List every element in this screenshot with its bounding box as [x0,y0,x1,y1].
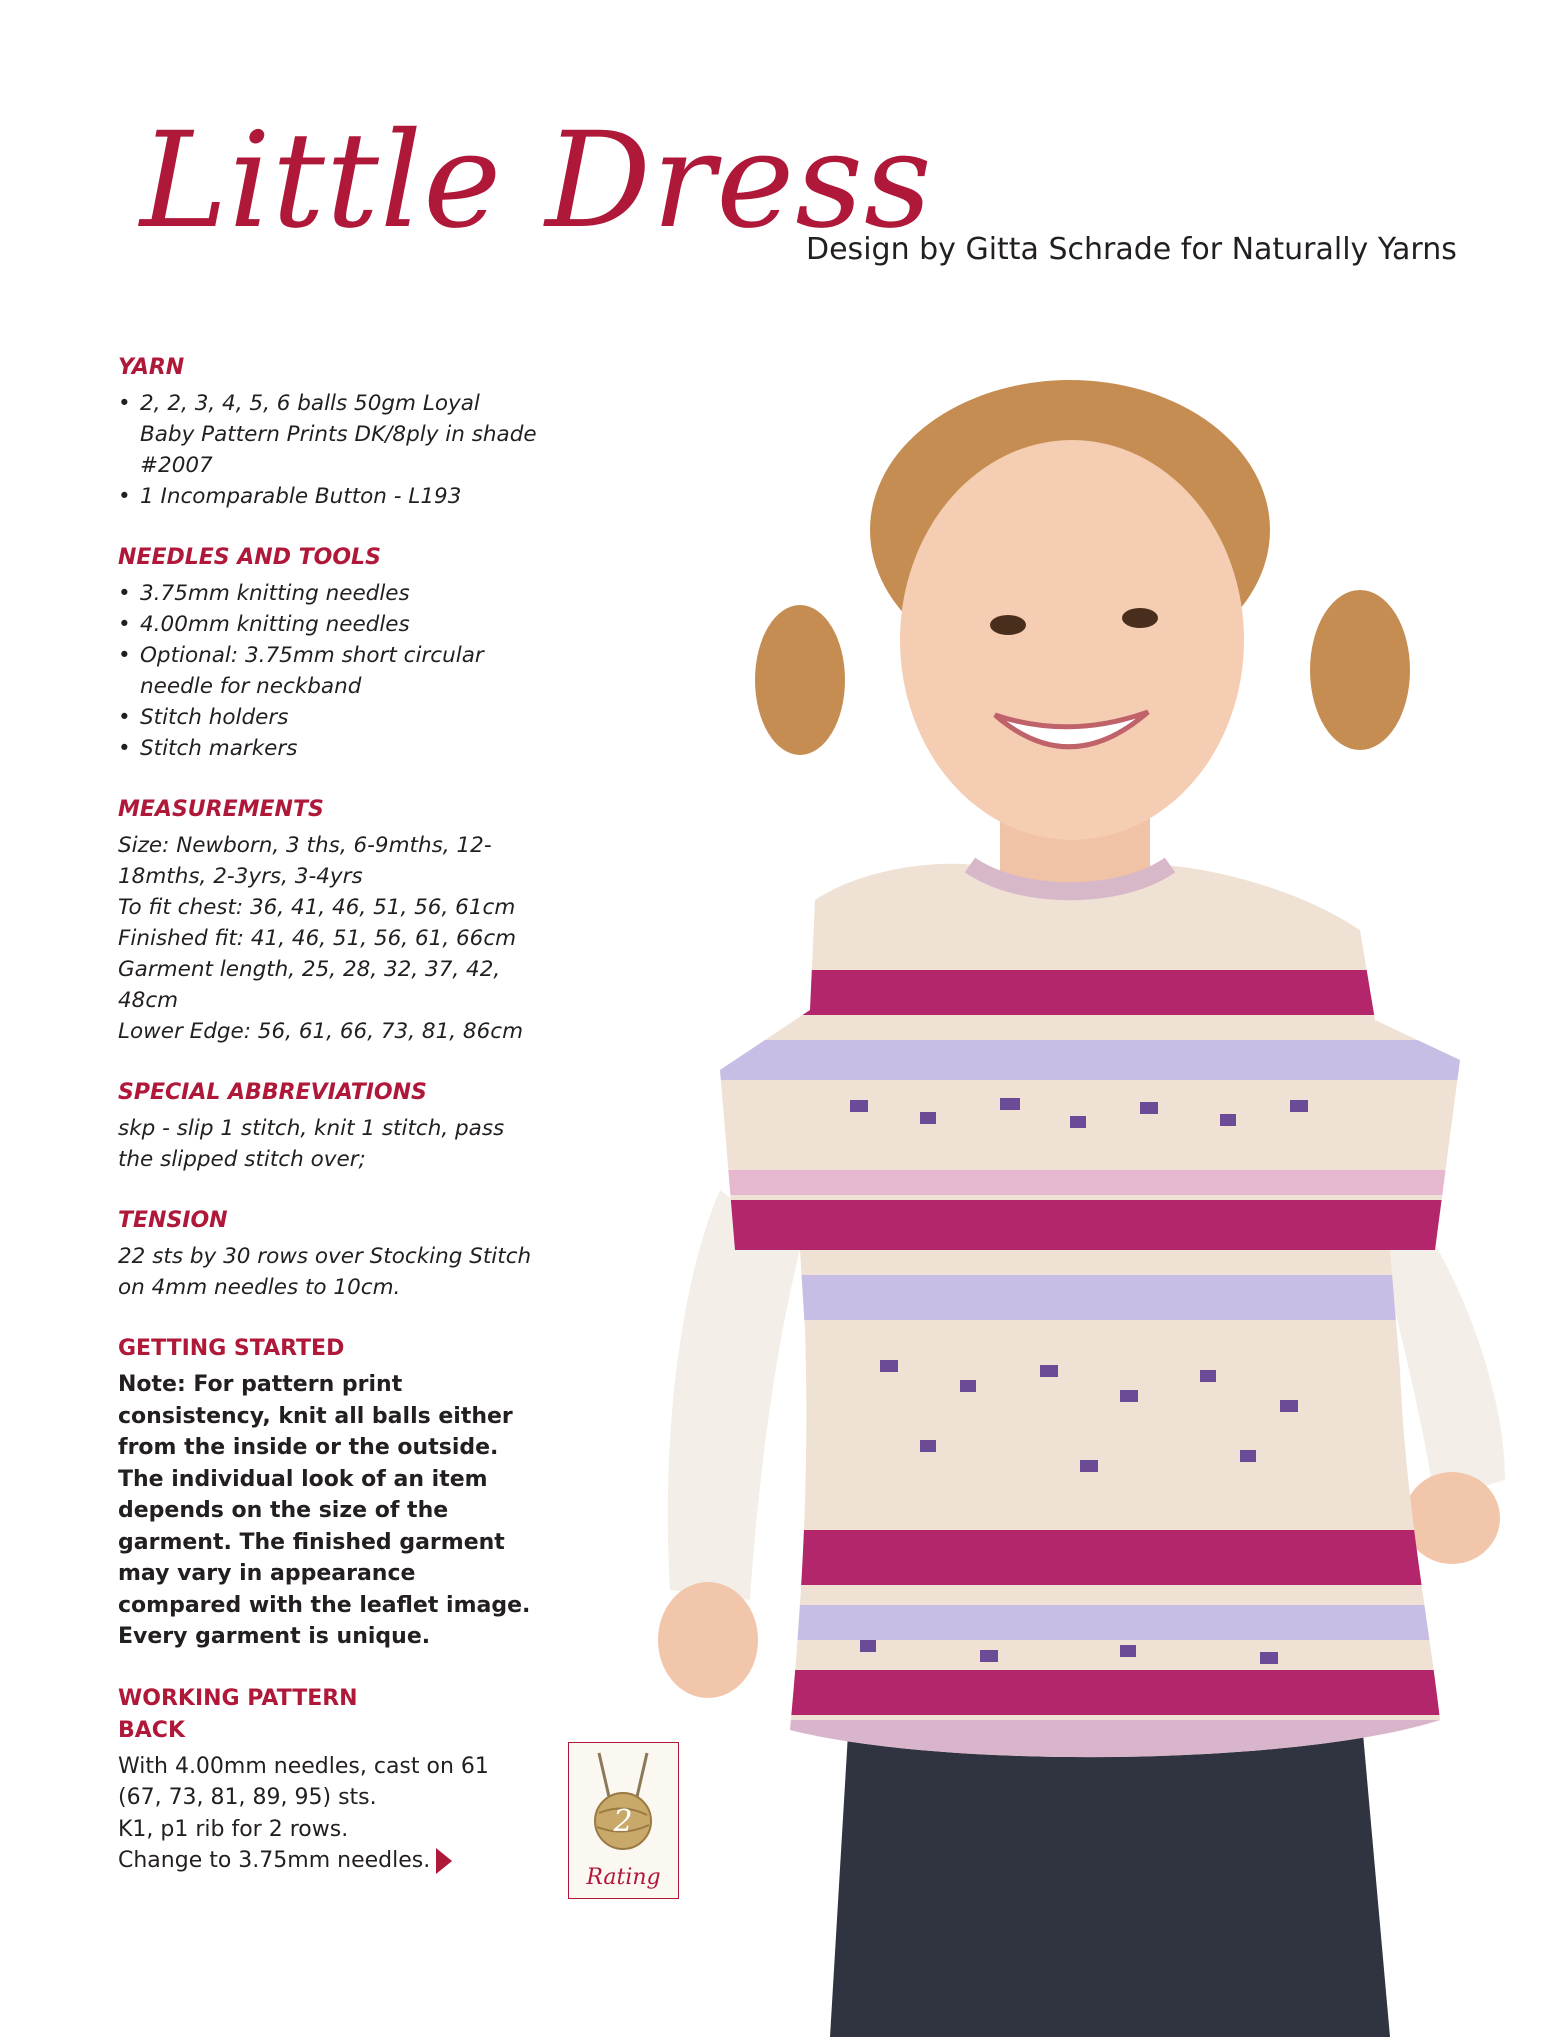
measurements-heading: MEASUREMENTS [118,797,324,822]
difficulty-rating-badge [568,1742,679,1899]
list-item: • 4.00mm knitting needles [118,609,538,640]
chest-line: To fit chest: 36, 41, 46, 51, 56, 61cm [118,895,516,920]
right-hand-shape [1404,1472,1500,1564]
left-hand-shape [658,1582,758,1698]
list-item: • 1 Incomparable Button - L193 [118,481,538,512]
size-line: Size: Newborn, 3 ths, 6-9mths, 12-18mths, 2-3yrs, 3-4yrs [118,833,492,889]
needles-section [118,542,538,764]
tension-heading: TENSION [118,1208,228,1233]
designer-byline: Design by Gitta Schrade for Naturally Yarns [806,232,1457,267]
yarn-list [118,388,538,512]
list-item: • Stitch markers [118,733,538,764]
lower-edge-line: Lower Edge: 56, 61, 66, 73, 81, 86cm [118,1019,524,1044]
abbreviations-text: skp - slip 1 stitch, knit 1 stitch, pass the slipped stitch over; [118,1116,505,1172]
tension-text: 22 sts by 30 rows over Stocking Stitch on 4mm needles to 10cm. [118,1244,532,1300]
needles-heading: NEEDLES AND TOOLS [118,545,381,570]
right-pigtail-shape [1310,590,1410,750]
working-pattern-section [118,1683,538,1877]
next-page-arrow-icon [436,1848,452,1874]
child-photo [600,370,1540,2037]
left-sleeve-shape [668,1190,800,1600]
needles-list [118,578,538,764]
rating-number: 2 [613,1804,633,1839]
face-shape [900,440,1244,840]
rib-line: K1, p1 rib for 2 rows. [118,1816,349,1842]
getting-started-heading: GETTING STARTED [118,1336,345,1361]
yarn-heading: YARN [118,355,185,380]
getting-started-note: Note: For pattern print consistency, knit all balls either from the inside or the outside. The individual look of an item depends on the size of the garment. The finished garment may vary in appearance compared with the leaflet image. Every garment is unique. [118,1372,531,1649]
list-item: • 2, 2, 3, 4, 5, 6 balls 50gm Loyal Baby Pattern Prints DK/8ply in shade #2007 [118,388,538,481]
list-item: • Stitch holders [118,702,538,733]
left-pigtail-shape [755,605,845,755]
rating-label: Rating [586,1865,661,1890]
pattern-info-column [118,352,538,1907]
cast-on-line: With 4.00mm needles, cast on 61 (67, 73, 81, 89, 95) sts. [118,1753,489,1810]
finished-fit-line: Finished fit: 41, 46, 51, 56, 61, 66cm [118,926,517,951]
back-subheading: BACK [118,1717,185,1743]
working-pattern-heading: WORKING PATTERN [118,1685,358,1711]
list-item: • 3.75mm knitting needles [118,578,538,609]
right-eye-icon [1122,608,1158,628]
getting-started-section [118,1333,538,1653]
abbreviations-section [118,1077,538,1175]
list-item: • Optional: 3.75mm short circular needle for neckband [118,640,538,702]
measurements-section [118,794,538,1047]
page-title: Little Dress [140,104,933,258]
abbreviations-heading: SPECIAL ABBREVIATIONS [118,1080,427,1105]
garment-length-line: Garment length, 25, 28, 32, 37, 42, 48cm [118,957,501,1013]
change-needles-text: Change to 3.75mm needles. [118,1848,431,1873]
yarn-section [118,352,538,512]
left-eye-icon [990,615,1026,635]
tension-section [118,1205,538,1303]
change-needles-line [118,1845,538,1877]
